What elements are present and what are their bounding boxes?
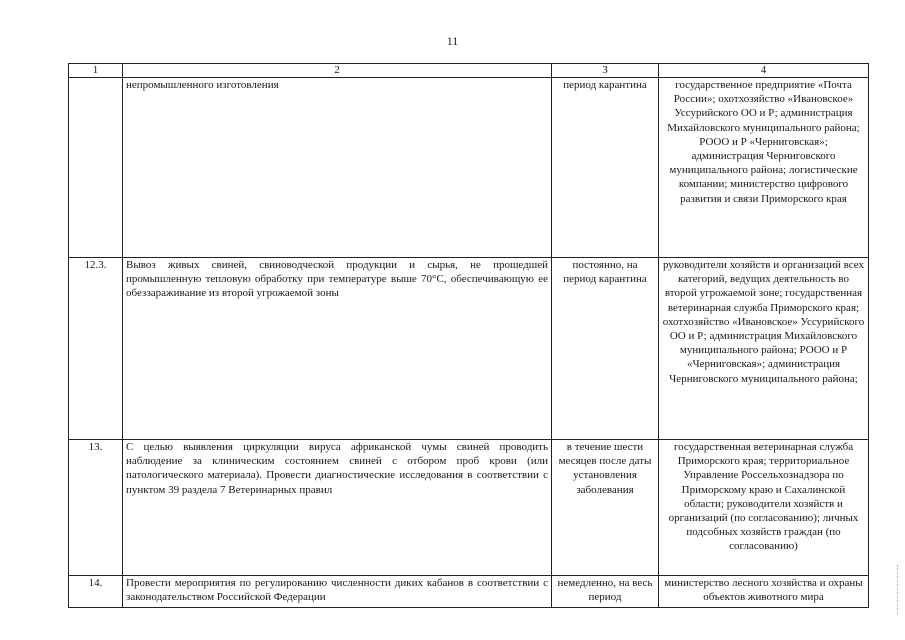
measure-term: постоянно, на период карантина [552,258,659,440]
row-number [69,78,123,258]
col-header-3: 3 [552,64,659,78]
table-row [69,440,869,576]
measures-table [68,63,869,608]
table-row [69,78,869,258]
table-row [69,258,869,440]
page-number: 11 [446,34,459,48]
measure-term: в течение шести месяцев после даты установления заболевания [552,440,659,576]
responsible-parties: государственное предприятие «Почта России»; охотхозяйство «Ивановское» Уссурийского ОО и Р; администрация Михайловского муниципального района; РООО и Р «Черниговская»; администрация Черниговского муниципального района; логистические компании; министерство цифрового развития и связи Приморского края [659,78,869,258]
responsible-parties: министерство лесного хозяйства и охраны объектов животного мира [659,576,869,608]
row-number: 13. [69,440,123,576]
header-row [69,64,869,78]
col-header-1: 1 [69,64,123,78]
measure-description: С целью выявления циркуляции вируса африканской чумы свиней проводить наблюдение за клиническим состоянием свиней с отбором проб крови (или патологического материала). Провести диагностические исследования в соответствии с пунктом 39 раздела 7 Ветеринарных правил [123,440,552,576]
table-row [69,576,869,608]
scan-edge-marks [897,565,900,615]
measure-term: период карантина [552,78,659,258]
measure-term: немедленно, на весь период [552,576,659,608]
col-header-4: 4 [659,64,869,78]
col-header-2: 2 [123,64,552,78]
measure-description: Вывоз живых свиней, свиноводческой продукции и сырья, не прошедшей промышленную тепловую обработку при температуре выше 70°С, обеспечивающую ее обеззараживание из второй угрожаемой зоны [123,258,552,440]
measure-description: непромышленного изготовления [123,78,552,258]
row-number: 14. [69,576,123,608]
row-number: 12.3. [69,258,123,440]
responsible-parties: государственная ветеринарная служба Приморского края; территориальное Управление Россельхознадзора по Приморскому краю и Сахалинской области; руководители хозяйств и организаций (по согласованию); личных подсобных хозяйств граждан (по согласованию) [659,440,869,576]
measure-description: Провести мероприятия по регулированию численности диких кабанов в соответствии с законодательством Российской Федерации [123,576,552,608]
responsible-parties: руководители хозяйств и организаций всех категорий, ведущих деятельность во второй угрожаемой зоне; государственная ветеринарная служба Приморского края; охотхозяйство «Ивановское» Уссурийского ОО и Р; администрация Михайловского муниципального района; РООО и Р «Черниговская»; администрация Черниговского муниципального района; [659,258,869,440]
